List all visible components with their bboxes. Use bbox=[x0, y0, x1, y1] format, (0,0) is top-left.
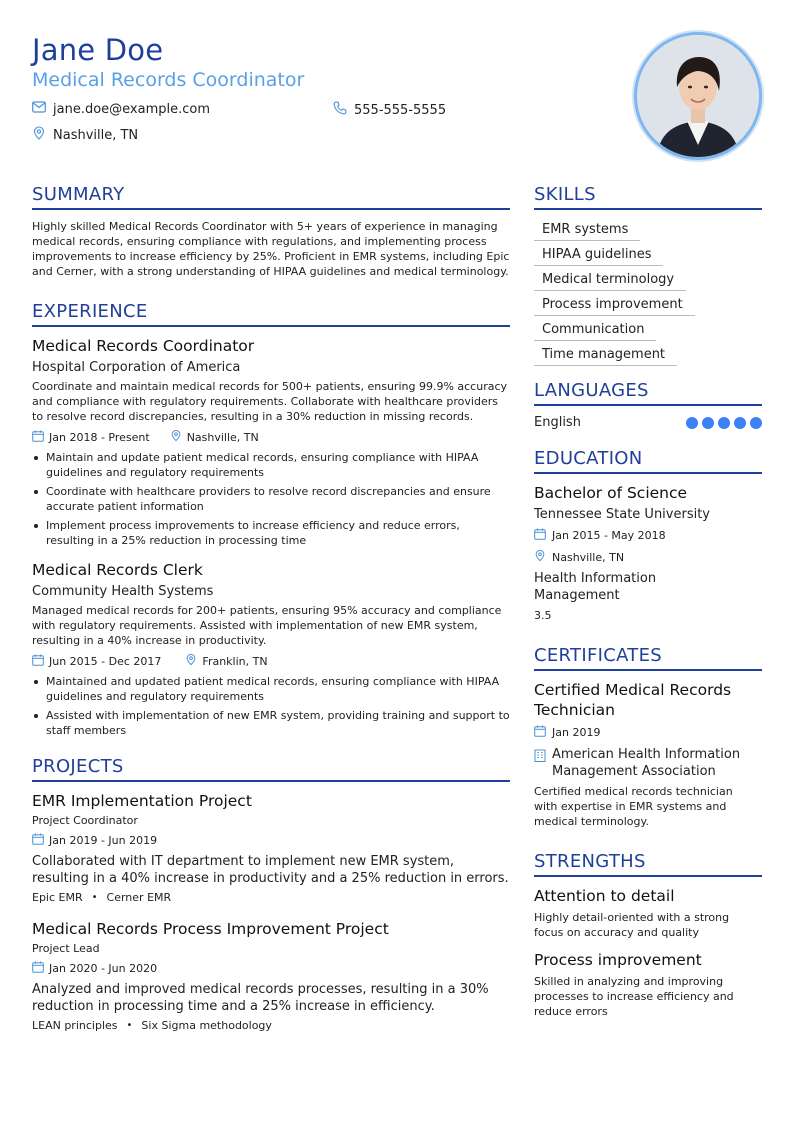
contact-email[interactable] bbox=[32, 101, 210, 118]
project-title: EMR Implementation Project bbox=[32, 792, 252, 810]
job-location: Franklin, TN bbox=[185, 653, 267, 670]
map-pin-icon bbox=[185, 653, 197, 670]
list-item: Assisted with implementation of new EMR system, providing training and support to staff members bbox=[32, 708, 510, 738]
job-meta bbox=[32, 653, 510, 670]
education-field: Health Information Management bbox=[534, 571, 657, 603]
separator-dot: • bbox=[126, 1020, 133, 1031]
skill-item: Time management bbox=[534, 344, 677, 366]
list-item: Implement process improvements to increase efficiency and reduce errors, resulting in a 25% reduction in processing time bbox=[32, 518, 510, 548]
skills-section bbox=[534, 184, 762, 366]
job-title: Medical Records Clerk bbox=[32, 561, 203, 579]
job-title: Medical Records Coordinator bbox=[32, 337, 255, 355]
job-company: Community Health Systems bbox=[32, 584, 214, 599]
strength-description: Highly detail-oriented with a strong focus on accuracy and quality bbox=[534, 911, 730, 939]
project-tag: LEAN principles bbox=[32, 1019, 118, 1032]
language-level-dots bbox=[686, 417, 762, 429]
strength-entry bbox=[534, 950, 762, 1019]
project-tag: Cerner EMR bbox=[106, 891, 172, 904]
project-role: Project Coordinator bbox=[32, 814, 138, 827]
skill-item: Medical terminology bbox=[534, 269, 686, 291]
strengths-heading: STRENGTHS bbox=[534, 851, 762, 877]
education-gpa: 3.5 bbox=[534, 609, 552, 622]
strength-title: Process improvement bbox=[534, 951, 702, 969]
strength-title: Attention to detail bbox=[534, 887, 675, 905]
job-description: Managed medical records for 200+ patients, ensuring 95% accuracy and compliance with regulatory requirements. Assisted with implementation of new EMR system, resulting in a 40% increase in productivity. bbox=[32, 604, 502, 647]
languages-heading: LANGUAGES bbox=[534, 380, 762, 406]
job-dates: Jan 2018 - Present bbox=[32, 430, 150, 446]
skill-item: EMR systems bbox=[534, 219, 640, 241]
email-text: jane.doe@example.com bbox=[53, 101, 211, 117]
project-description: Collaborated with IT department to implement new EMR system, resulting in a 40% increase in productivity and a 25% reduction in errors. bbox=[32, 854, 509, 886]
project-entry bbox=[32, 791, 510, 905]
skills-heading: SKILLS bbox=[534, 184, 762, 210]
summary-text: Highly skilled Medical Records Coordinator with 5+ years of experience in managing medical records, ensuring compliance with regulations, and implementing process improvements to increase efficiency by 25%. Proficient in EMR systems, including Epic and Cerner, with a strong understanding of HIPAA guidelines and medical terminology. bbox=[32, 220, 510, 278]
project-title: Medical Records Process Improvement Project bbox=[32, 920, 389, 938]
projects-heading: PROJECTS bbox=[32, 756, 510, 782]
contact-location bbox=[32, 126, 138, 145]
level-dot bbox=[686, 417, 698, 429]
certificate-description: Certified medical records technician with expertise in EMR systems and medical terminology. bbox=[534, 785, 733, 828]
project-tag: Six Sigma methodology bbox=[141, 1019, 272, 1032]
project-role: Project Lead bbox=[32, 942, 100, 955]
education-location: Nashville, TN bbox=[534, 549, 762, 566]
project-dates: Jan 2020 - Jun 2020 bbox=[32, 961, 510, 977]
summary-section bbox=[32, 184, 510, 279]
education-dates: Jan 2015 - May 2018 bbox=[534, 528, 762, 544]
level-dot bbox=[718, 417, 730, 429]
job-description: Coordinate and maintain medical records for 500+ patients, ensuring 99.9% accuracy and compliance with regulatory requirements. Collaborate with healthcare providers to resolve record discrepancies, resulting in a 30% reduction in missing records. bbox=[32, 380, 508, 423]
project-dates: Jan 2019 - Jun 2019 bbox=[32, 833, 510, 849]
job-location: Nashville, TN bbox=[170, 429, 259, 446]
phone-text: 555-555-5555 bbox=[354, 102, 447, 118]
education-degree: Bachelor of Science bbox=[534, 484, 688, 502]
certificates-section bbox=[534, 645, 762, 829]
skill-item: Communication bbox=[534, 319, 656, 341]
strength-description: Skilled in analyzing and improving processes to increase efficiency and reduce errors bbox=[534, 975, 734, 1018]
certificates-heading: CERTIFICATES bbox=[534, 645, 762, 671]
candidate-title: Medical Records Coordinator bbox=[32, 69, 305, 91]
calendar-icon bbox=[32, 654, 44, 670]
map-pin-icon bbox=[32, 126, 46, 145]
profile-photo bbox=[634, 32, 762, 160]
job-dates: Jun 2015 - Dec 2017 bbox=[32, 654, 161, 670]
skills-list bbox=[534, 219, 762, 366]
calendar-icon bbox=[32, 833, 44, 849]
project-entry bbox=[32, 919, 510, 1033]
calendar-icon bbox=[534, 725, 546, 741]
resume-header bbox=[32, 32, 762, 162]
calendar-icon bbox=[534, 528, 546, 544]
list-item: Maintained and updated patient medical records, ensuring compliance with HIPAA guidelines and regulatory requirements bbox=[32, 674, 510, 704]
job-company: Hospital Corporation of America bbox=[32, 360, 241, 375]
job-meta bbox=[32, 429, 510, 446]
job-entry bbox=[32, 560, 510, 738]
projects-section bbox=[32, 756, 510, 1033]
phone-icon bbox=[333, 101, 347, 120]
job-entry bbox=[32, 336, 510, 548]
left-column bbox=[32, 184, 510, 1047]
map-pin-icon bbox=[534, 549, 546, 566]
project-tags bbox=[32, 1018, 510, 1033]
level-dot bbox=[750, 417, 762, 429]
strength-entry bbox=[534, 886, 762, 940]
certificate-date: Jan 2019 bbox=[534, 725, 762, 741]
location-text: Nashville, TN bbox=[53, 127, 139, 143]
level-dot bbox=[702, 417, 714, 429]
building-icon bbox=[534, 749, 546, 766]
calendar-icon bbox=[32, 961, 44, 977]
calendar-icon bbox=[32, 430, 44, 446]
education-heading: EDUCATION bbox=[534, 448, 762, 474]
education-school: Tennessee State University bbox=[534, 507, 711, 522]
project-tag: Epic EMR bbox=[32, 891, 83, 904]
list-item: Coordinate with healthcare providers to resolve record discrepancies and ensure accurate patient information bbox=[32, 484, 510, 514]
envelope-icon bbox=[32, 101, 46, 118]
education-section bbox=[534, 448, 762, 623]
certificate-title: Certified Medical Records Technician bbox=[534, 681, 732, 719]
job-bullets bbox=[32, 450, 510, 548]
project-description: Analyzed and improved medical records processes, resulting in a 30% reduction in processing time and a 25% increase in efficiency. bbox=[32, 982, 489, 1014]
summary-heading: SUMMARY bbox=[32, 184, 510, 210]
languages-section bbox=[534, 380, 762, 430]
job-bullets bbox=[32, 674, 510, 738]
candidate-name: Jane Doe bbox=[32, 33, 164, 67]
experience-section bbox=[32, 301, 510, 738]
project-tags bbox=[32, 890, 510, 905]
certificate-issuer: American Health Information Management Association bbox=[534, 746, 762, 780]
list-item: Maintain and update patient medical records, ensuring compliance with HIPAA guidelines and regulatory requirements bbox=[32, 450, 510, 480]
right-column bbox=[534, 184, 762, 1029]
skill-item: Process improvement bbox=[534, 294, 695, 316]
contact-phone[interactable] bbox=[333, 101, 446, 120]
map-pin-icon bbox=[170, 429, 182, 446]
strengths-section bbox=[534, 851, 762, 1019]
language-name: English bbox=[534, 415, 581, 430]
separator-dot: • bbox=[91, 892, 98, 903]
skill-item: HIPAA guidelines bbox=[534, 244, 663, 266]
experience-heading: EXPERIENCE bbox=[32, 301, 510, 327]
level-dot bbox=[734, 417, 746, 429]
language-row bbox=[534, 415, 762, 430]
